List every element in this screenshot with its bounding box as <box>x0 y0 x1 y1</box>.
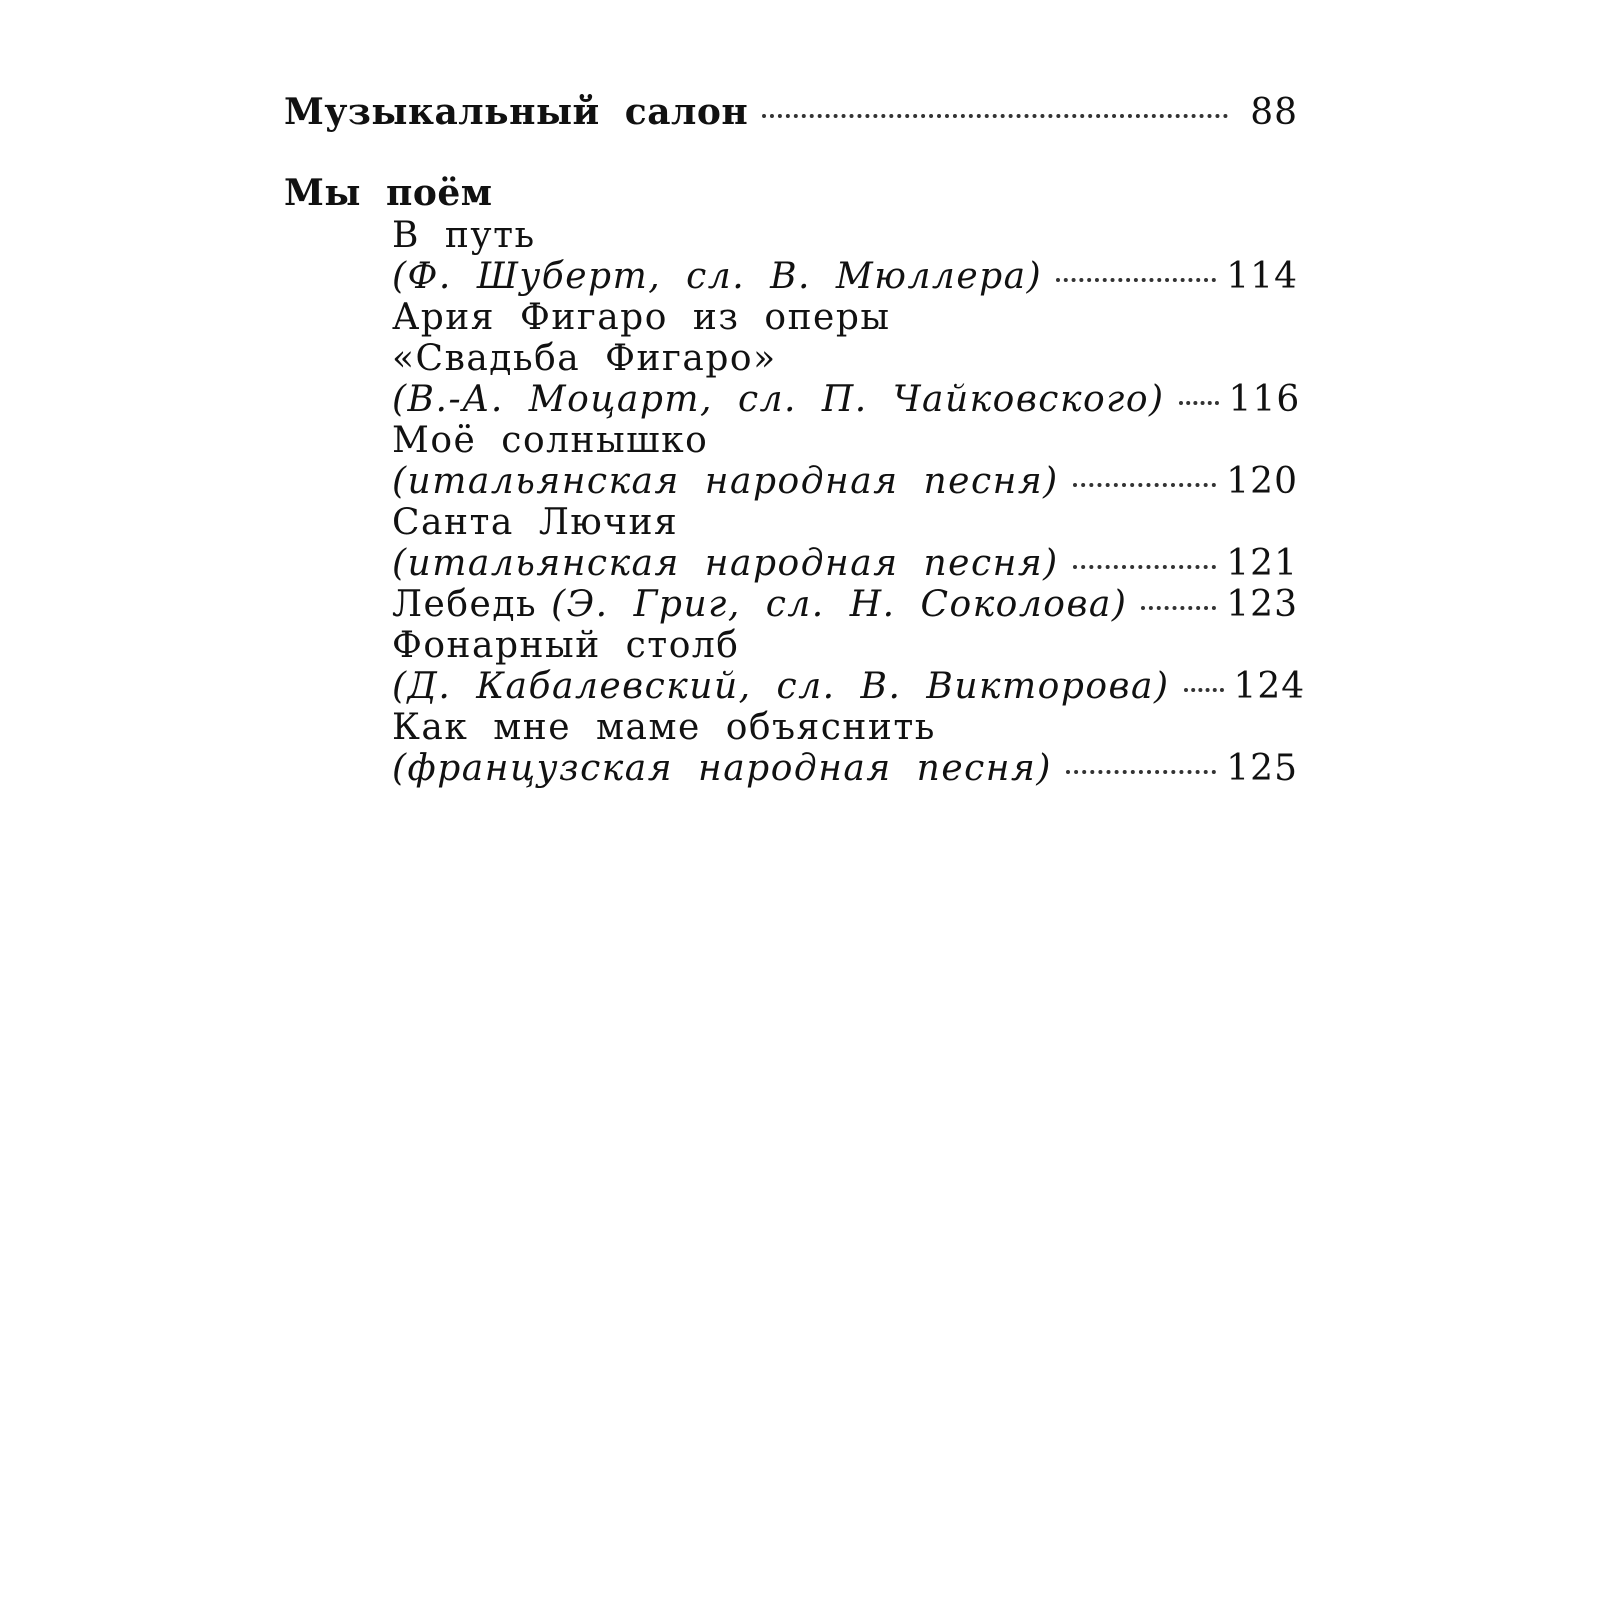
toc-entry-musical-salon[interactable] <box>284 90 1298 135</box>
song-credits: (итальянская народная песня) <box>392 543 1059 584</box>
page-number: 116 <box>1228 379 1301 420</box>
toc-entry-credits-row[interactable] <box>284 584 1298 625</box>
section-heading-we-sing <box>284 171 1298 215</box>
dot-leader <box>762 114 1228 118</box>
toc-entry-credits-row[interactable] <box>284 666 1306 707</box>
song-title: Лебедь <box>392 584 538 625</box>
dot-leader <box>1066 770 1216 774</box>
toc-entry-credits-row[interactable] <box>284 256 1298 297</box>
dot-leader <box>1184 688 1224 692</box>
toc-entry-title[interactable] <box>284 707 1298 748</box>
page-number: 120 <box>1226 461 1298 502</box>
toc-entry-title[interactable] <box>284 297 1298 338</box>
dot-leader <box>1056 278 1216 282</box>
toc-entry-credits-row[interactable] <box>284 461 1298 502</box>
song-title: Как мне маме объяснить <box>392 707 936 748</box>
page-number: 121 <box>1226 543 1298 584</box>
song-credits: (Э. Григ, сл. Н. Соколова) <box>551 584 1128 625</box>
table-of-contents <box>284 90 1306 789</box>
song-credits: (В.-А. Моцарт, сл. П. Чайковского) <box>392 379 1165 420</box>
page-number: 123 <box>1226 584 1298 625</box>
song-title: Фонарный столб <box>392 625 740 666</box>
toc-entry-title[interactable] <box>284 625 1298 666</box>
song-credits: (французская народная песня) <box>392 748 1052 789</box>
section-title: Мы поём <box>284 172 493 214</box>
song-title: Моё солнышко <box>392 420 709 461</box>
song-credits: (Ф. Шуберт, сл. В. Мюллера) <box>392 256 1043 297</box>
section-title: Музыкальный салон <box>284 91 749 133</box>
song-title: Санта Лючия <box>392 502 679 543</box>
dot-leader <box>1179 401 1219 405</box>
song-credits: (итальянская народная песня) <box>392 461 1059 502</box>
toc-entry-credits-row[interactable] <box>284 748 1298 789</box>
song-title: «Свадьба Фигаро» <box>392 338 777 379</box>
toc-entry-title[interactable] <box>284 338 1298 379</box>
page-number: 88 <box>1250 92 1298 133</box>
dot-leader <box>1073 483 1217 487</box>
toc-entry-credits-row[interactable] <box>284 379 1301 420</box>
dot-leader <box>1141 606 1216 610</box>
song-title: В путь <box>392 215 536 256</box>
toc-entry-title[interactable] <box>284 420 1298 461</box>
song-title: Ария Фигаро из оперы <box>392 297 891 338</box>
toc-entry-title[interactable] <box>284 502 1298 543</box>
page-number: 125 <box>1226 748 1298 789</box>
toc-entry-credits-row[interactable] <box>284 543 1298 584</box>
toc-entry-title[interactable] <box>284 215 1298 256</box>
dot-leader <box>1073 565 1217 569</box>
song-credits: (Д. Кабалевский, сл. В. Викторова) <box>392 666 1170 707</box>
page-number: 124 <box>1233 666 1306 707</box>
page-number: 114 <box>1226 256 1298 297</box>
